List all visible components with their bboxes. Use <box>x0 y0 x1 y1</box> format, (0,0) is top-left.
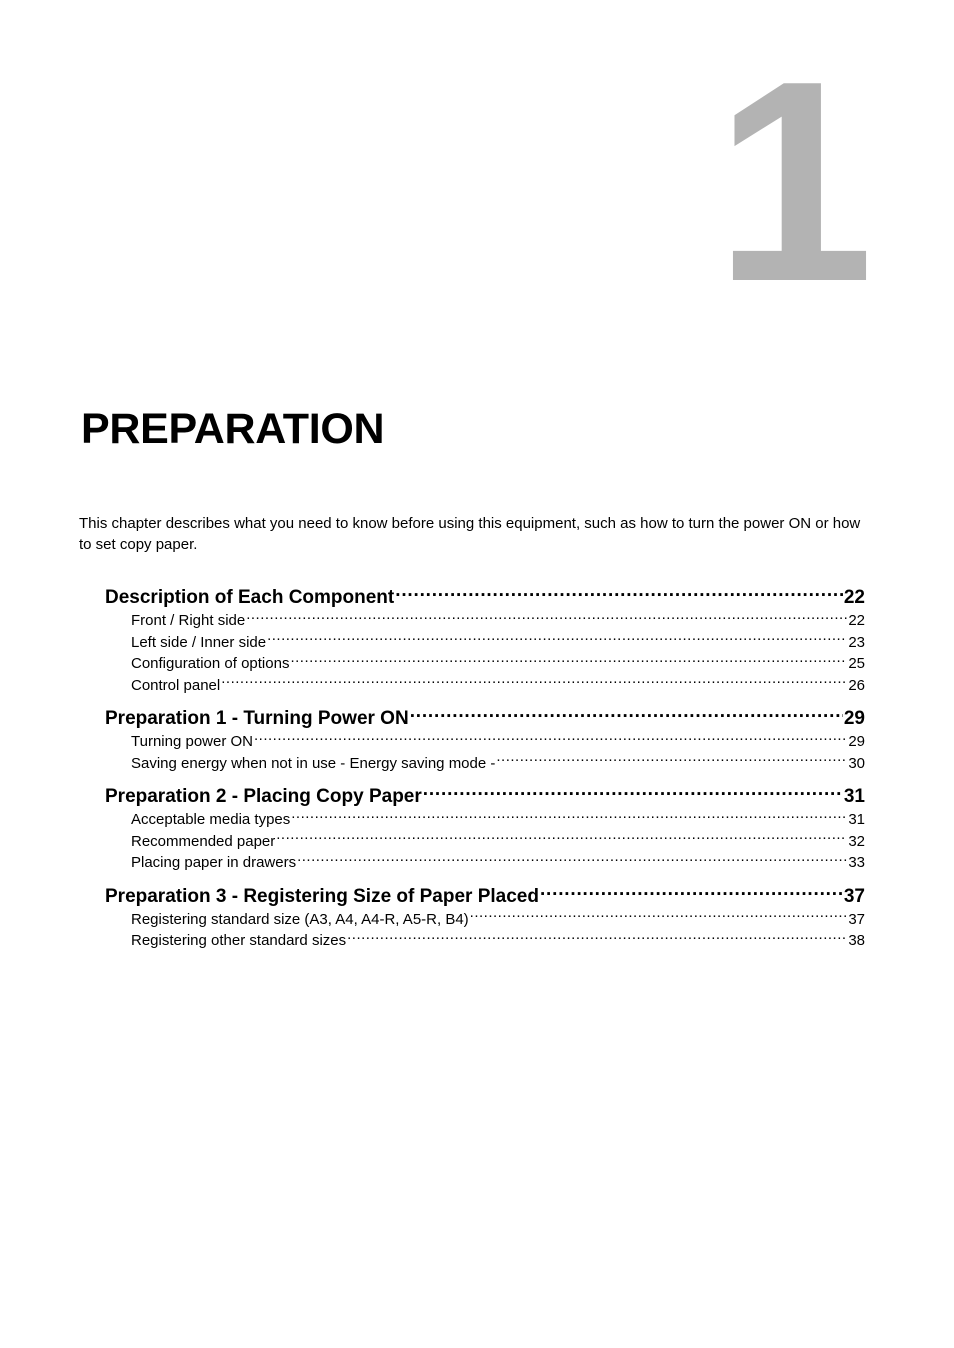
toc-page-number: 22 <box>843 587 865 608</box>
dot-leader <box>395 584 843 603</box>
toc-sub-entry[interactable] <box>105 909 865 931</box>
toc-section <box>105 783 865 874</box>
toc-sub-entry[interactable] <box>105 610 865 632</box>
toc-main-entry[interactable] <box>105 883 865 909</box>
toc-entry-title: Acceptable media types <box>131 811 291 828</box>
toc-entry-title: Left side / Inner side <box>131 633 267 651</box>
toc-page-number: 30 <box>848 754 865 772</box>
dot-leader <box>540 883 843 902</box>
toc-entry-title: Description of Each Component <box>105 587 395 608</box>
toc-main-entry[interactable] <box>105 783 865 809</box>
dot-leader <box>291 809 847 824</box>
chapter-title: PREPARATION <box>81 405 385 453</box>
toc-page-number: 37 <box>843 885 865 907</box>
toc-page-number: 23 <box>848 633 865 651</box>
toc-sub-entry[interactable] <box>105 731 865 753</box>
toc-page-number: 33 <box>848 854 865 871</box>
toc-section <box>105 883 865 952</box>
toc-entry-title: Front / Right side <box>131 612 246 629</box>
toc-page-number: 31 <box>848 811 865 828</box>
toc-sub-entry[interactable] <box>105 653 865 675</box>
toc-section <box>105 705 865 774</box>
toc-sub-entry[interactable] <box>105 675 865 697</box>
toc-entry-title: Saving energy when not in use - Energy saving mode - <box>131 754 496 772</box>
dot-leader <box>246 610 847 625</box>
dot-leader <box>290 653 847 668</box>
toc-page-number: 29 <box>843 708 865 729</box>
toc-main-entry[interactable] <box>105 705 865 731</box>
dot-leader <box>297 852 847 867</box>
dot-leader <box>496 753 847 768</box>
toc-sub-entry[interactable] <box>105 809 865 831</box>
toc-section <box>105 584 865 696</box>
toc-entry-title: Preparation 1 - Turning Power ON <box>105 708 409 729</box>
chapter-number: 1 <box>714 21 866 341</box>
dot-leader <box>423 783 843 802</box>
toc-page-number: 25 <box>848 655 865 672</box>
toc-sub-entry[interactable] <box>105 852 865 874</box>
toc-page-number: 37 <box>848 910 865 928</box>
toc-main-entry[interactable] <box>105 584 865 610</box>
toc-sub-entry[interactable] <box>105 831 865 853</box>
dot-leader <box>410 705 843 724</box>
toc-entry-title: Recommended paper <box>131 832 276 850</box>
toc-entry-title: Preparation 2 - Placing Copy Paper <box>105 786 422 807</box>
chapter-intro: This chapter describes what you need to know before using this equipment, such as how to turn the power ON or how to set copy paper. <box>79 515 861 553</box>
toc-page-number: 29 <box>848 733 865 750</box>
toc-page-number: 22 <box>848 612 865 629</box>
toc-sub-entry[interactable] <box>105 632 865 654</box>
dot-leader <box>254 731 847 746</box>
toc-entry-title: Configuration of options <box>131 655 290 672</box>
toc-page-number: 26 <box>848 676 865 694</box>
dot-leader <box>267 632 847 647</box>
toc-page-number: 38 <box>848 932 865 949</box>
toc-sub-entry[interactable] <box>105 753 865 775</box>
toc-page-number: 32 <box>848 832 865 850</box>
toc-page-number: 31 <box>843 786 865 807</box>
toc-entry-title: Turning power ON <box>131 733 253 750</box>
dot-leader <box>347 930 847 945</box>
toc-entry-title: Placing paper in drawers <box>131 854 297 871</box>
toc-entry-title: Preparation 3 - Registering Size of Paper Placed <box>105 885 539 907</box>
dot-leader <box>221 675 847 690</box>
toc-entry-title: Registering standard size (A3, A4, A4-R, A5-R, B4) <box>131 910 469 928</box>
toc-entry-title: Registering other standard sizes <box>131 932 347 949</box>
dot-leader <box>470 909 848 924</box>
table-of-contents <box>105 584 865 961</box>
toc-sub-entry[interactable] <box>105 930 865 952</box>
toc-entry-title: Control panel <box>131 676 221 694</box>
dot-leader <box>276 831 847 846</box>
